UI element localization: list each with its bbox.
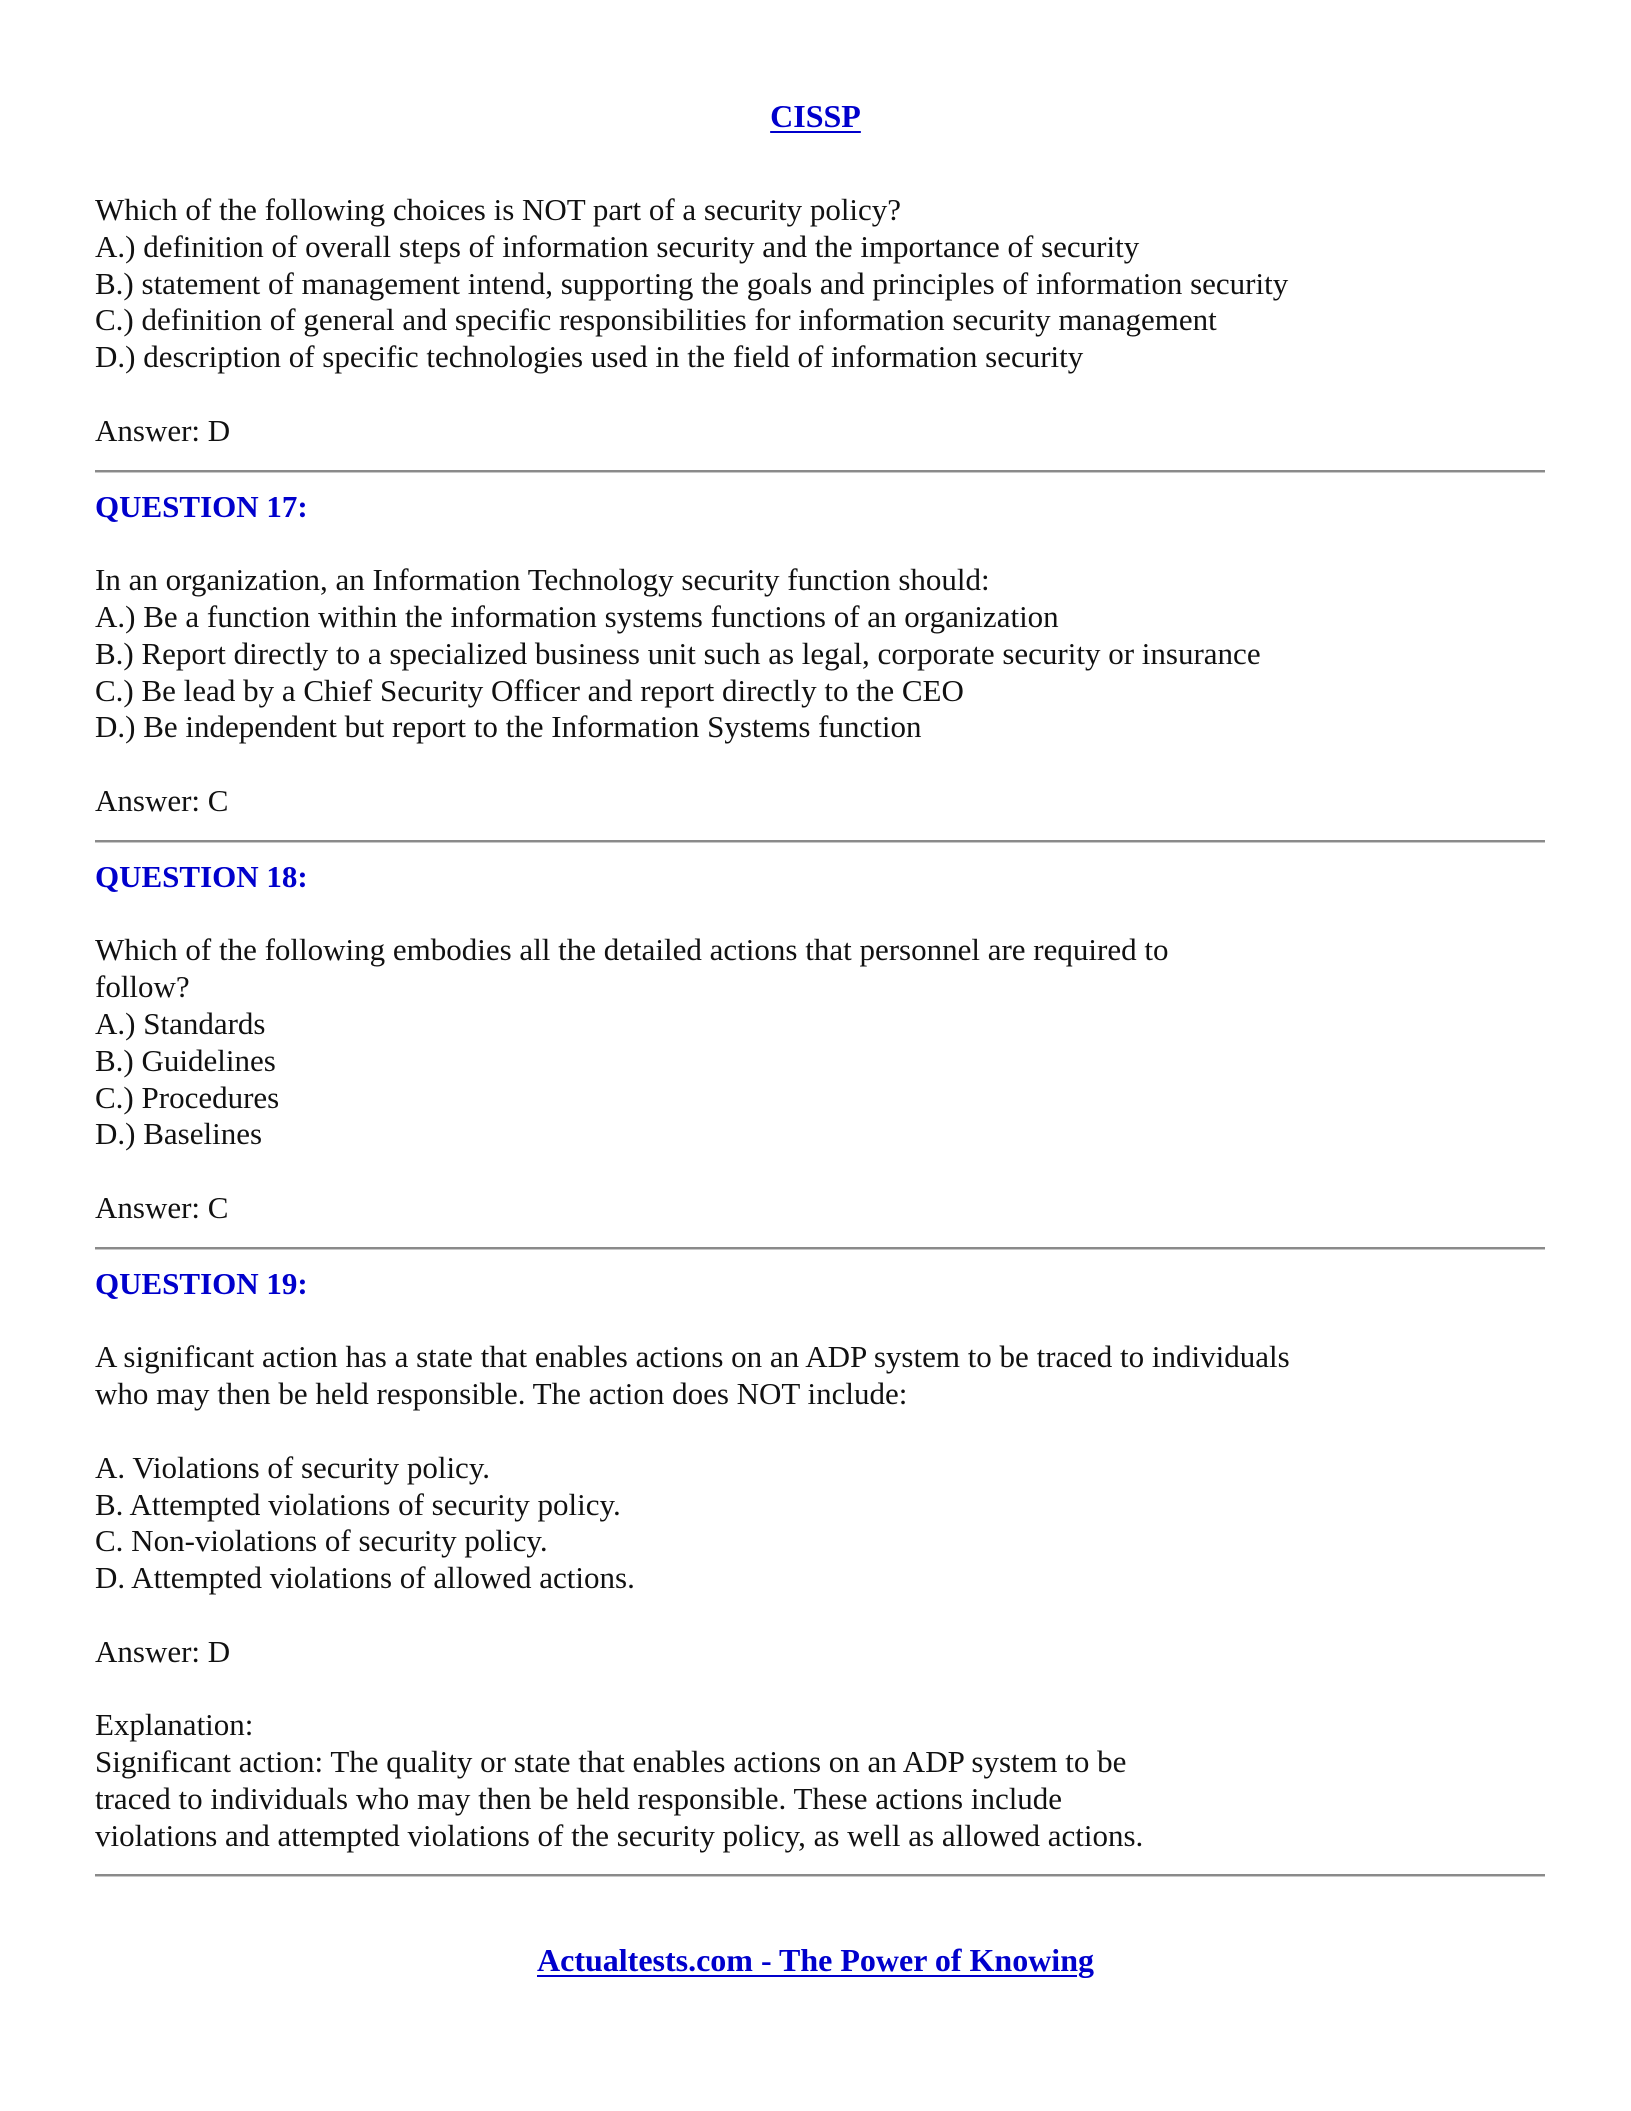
spacer <box>95 1303 1545 1340</box>
question-19-option-b: B. Attempted violations of security policy. <box>95 1486 621 1522</box>
spacer <box>95 1153 1545 1190</box>
divider <box>95 1247 1545 1250</box>
question-17-option-d: D.) Be independent but report to the Information Systems function <box>95 709 922 745</box>
spacer <box>95 376 1545 413</box>
spacer <box>95 1670 1545 1707</box>
question-18-option-a: A.) Standards <box>95 1005 266 1041</box>
question-19-option-a: A. Violations of security policy. <box>95 1449 491 1485</box>
page-header <box>0 96 1631 136</box>
question-18-option-d: D.) Baselines <box>95 1116 263 1152</box>
question-17-option-c: C.) Be lead by a Chief Security Officer and report directly to the CEO <box>95 672 964 708</box>
divider <box>95 470 1545 473</box>
spacer <box>95 896 1545 933</box>
question-18-option-c: C.) Procedures <box>95 1079 280 1115</box>
question-19-stem-line-1: A significant action has a state that enables actions on an ADP system to be traced to individuals <box>95 1339 1290 1375</box>
question-17-block <box>95 489 1545 820</box>
spacer <box>95 1413 1545 1450</box>
question-16-option-a: A.) definition of overall steps of information security and the importance of security <box>95 228 1140 264</box>
question-18-answer: Answer: C <box>95 1189 229 1225</box>
question-19-block <box>95 1266 1545 1855</box>
question-17-heading: QUESTION 17: <box>95 488 308 524</box>
question-16-option-b: B.) statement of management intend, supporting the goals and principles of information security <box>95 265 1289 301</box>
question-16-stem: Which of the following choices is NOT part of a security policy? <box>95 192 902 227</box>
spacer <box>95 746 1545 783</box>
question-content <box>95 192 1545 1893</box>
question-19-heading: QUESTION 19: <box>95 1265 308 1301</box>
question-16-answer: Answer: D <box>95 412 231 448</box>
question-19-explanation-line-1: Significant action: The quality or state that enables actions on an ADP system to be <box>95 1744 1127 1780</box>
question-18-stem-line-2: follow? <box>95 969 190 1005</box>
question-17-option-b: B.) Report directly to a specialized business unit such as legal, corporate security or insurance <box>95 635 1261 671</box>
actualtests-footer-link[interactable]: Actualtests.com - The Power of Knowing <box>537 1942 1094 1978</box>
question-16-option-c: C.) definition of general and specific responsibilities for information security management <box>95 302 1217 338</box>
question-19-option-c: C. Non-violations of security policy. <box>95 1523 548 1559</box>
question-16-option-d: D.) description of specific technologies used in the field of information security <box>95 339 1084 375</box>
question-16-block <box>95 192 1545 450</box>
question-18-heading: QUESTION 18: <box>95 858 308 894</box>
question-19-explanation-line-2: traced to individuals who may then be held responsible. These actions include <box>95 1780 1063 1816</box>
question-19-explanation-line-3: violations and attempted violations of the security policy, as well as allowed actions. <box>95 1817 1144 1853</box>
spacer <box>95 1597 1545 1634</box>
question-19-option-d: D. Attempted violations of allowed actions. <box>95 1560 635 1596</box>
divider <box>95 840 1545 843</box>
question-19-answer: Answer: D <box>95 1633 231 1669</box>
question-19-stem-line-2: who may then be held responsible. The action does NOT include: <box>95 1376 908 1412</box>
question-17-stem: In an organization, an Information Technology security function should: <box>95 562 990 598</box>
question-19-explanation-label: Explanation: <box>95 1707 254 1743</box>
question-18-option-b: B.) Guidelines <box>95 1042 276 1078</box>
question-17-option-a: A.) Be a function within the information systems functions of an organization <box>95 598 1059 634</box>
page-footer <box>0 1940 1631 1980</box>
question-18-stem-line-1: Which of the following embodies all the detailed actions that personnel are required to <box>95 932 1169 968</box>
cissp-title-link[interactable]: CISSP <box>770 98 861 134</box>
divider <box>95 1874 1545 1877</box>
question-17-answer: Answer: C <box>95 782 229 818</box>
question-18-block <box>95 859 1545 1227</box>
spacer <box>95 525 1545 562</box>
